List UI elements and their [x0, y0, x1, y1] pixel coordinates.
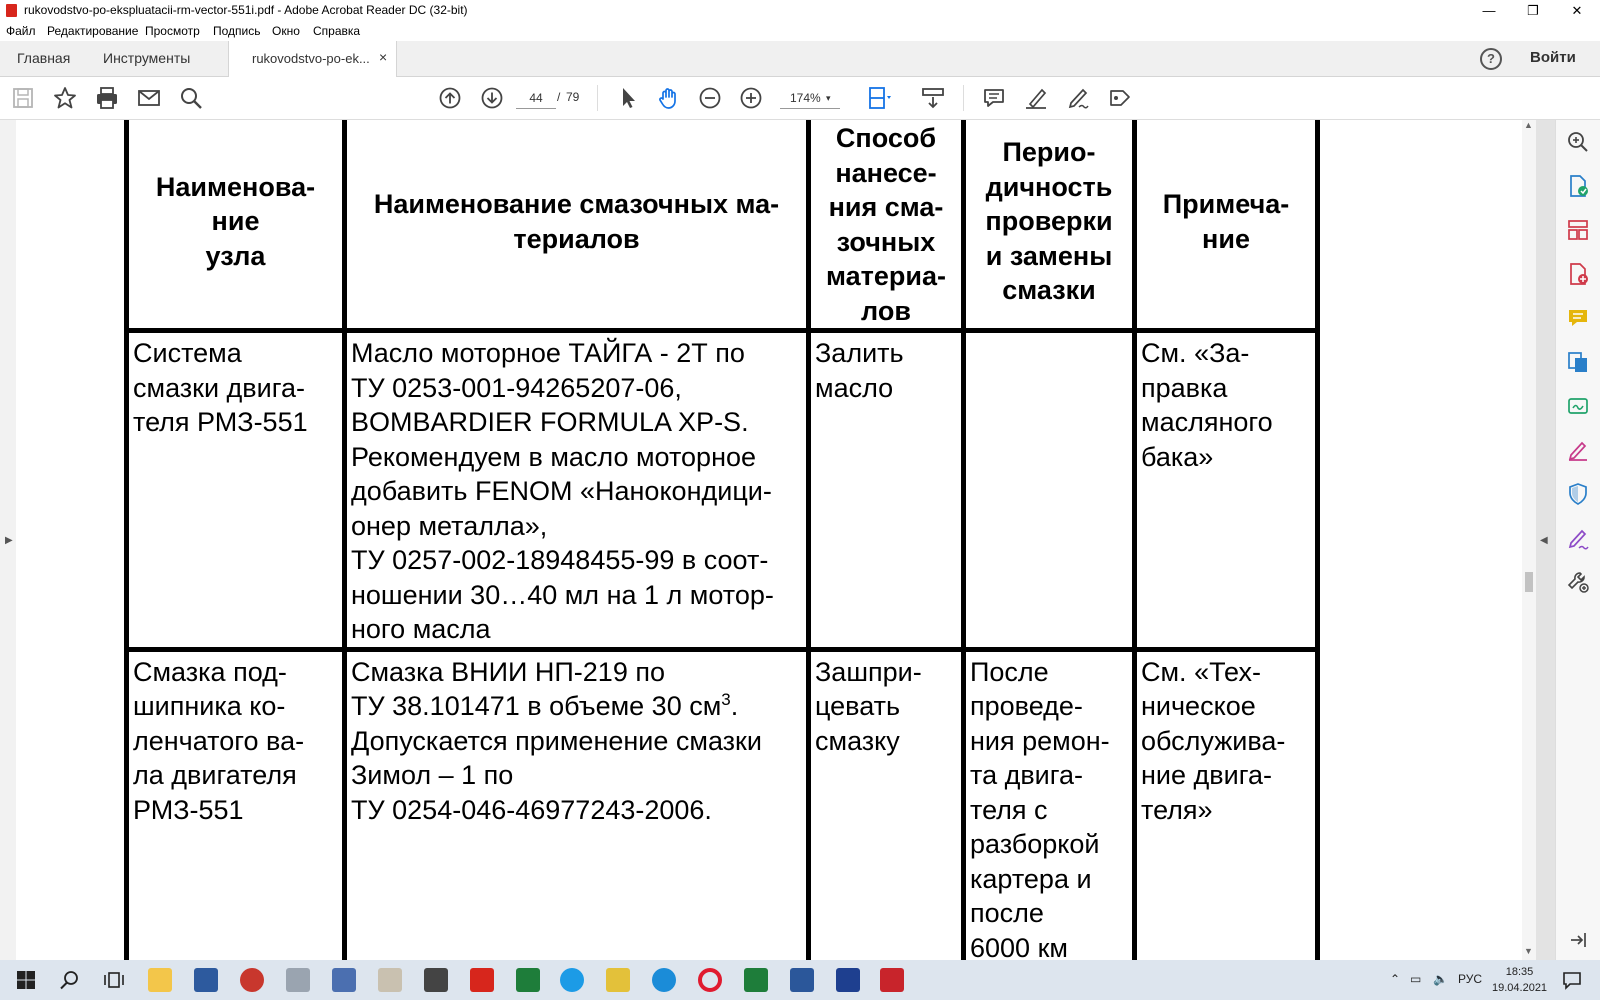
app-icon-4[interactable]	[332, 968, 356, 992]
vertical-scrollbar[interactable]	[1522, 120, 1536, 960]
pdf-page	[16, 120, 1526, 960]
menu-window[interactable]: Окно	[272, 24, 300, 38]
toolbar-divider	[597, 85, 598, 111]
zoom-level-value: 174%	[790, 91, 821, 105]
tab-tools[interactable]: Инструменты	[103, 50, 191, 66]
right-tools-panel	[1555, 120, 1600, 960]
document-viewer[interactable]	[0, 120, 1555, 960]
cell-materials: Масло моторное ТАЙГА - 2Т по ТУ 0253-001-94265207-06, BOMBARDIER FORMULA XP-S. Рекомендуем в масло моторное добавить FENOM «Нанокондици- онер металла», ТУ 0257-002-18948455-99 в соот- ношении 30…40 мл на 1 л мотор- ного масла	[345, 331, 809, 650]
acrobat-pdf-icon	[6, 4, 17, 17]
menu-help[interactable]: Справка	[313, 24, 361, 38]
app-icon-7[interactable]	[606, 968, 630, 992]
edge-browser-icon[interactable]	[652, 968, 676, 992]
previous-page-icon[interactable]	[437, 85, 463, 111]
cell-materials: Смазка ВНИИ НП-219 по ТУ 38.101471 в объеме 30 $см^3$. Допускается применение смазки Зимол – 1 по ТУ 0254-046-46977243-2006.	[345, 649, 809, 960]
language-indicator[interactable]: РУС	[1458, 972, 1483, 986]
bookmark-star-icon[interactable]	[52, 85, 78, 111]
combine-files-icon[interactable]	[1566, 350, 1590, 374]
comment-tool-icon[interactable]	[1566, 306, 1590, 330]
search-icon[interactable]	[178, 85, 204, 111]
header-note: Примеча- ние	[1135, 120, 1318, 331]
zoom-tool-icon[interactable]	[1566, 130, 1590, 154]
expand-left-panel-icon[interactable]: ▶	[5, 535, 13, 546]
acrobat-taskbar-icon[interactable]	[470, 968, 494, 992]
network-icon[interactable]: ▭	[1410, 972, 1422, 986]
task-view-icon[interactable]	[102, 968, 126, 992]
opera-browser-icon[interactable]	[698, 968, 722, 992]
menu-file[interactable]: Файл	[6, 24, 36, 38]
scroll-mode-icon[interactable]	[920, 85, 946, 111]
chevron-down-icon: ▾	[826, 93, 831, 103]
table-row	[127, 331, 1318, 650]
send-for-signature-icon[interactable]	[1566, 394, 1590, 418]
protect-shield-icon[interactable]	[1566, 482, 1590, 506]
header-periodicity: Перио- дичность проверки и замены смазки	[964, 120, 1135, 331]
more-tools-icon[interactable]	[1566, 570, 1590, 594]
cell-period	[964, 331, 1135, 650]
restore-button[interactable]: ❐	[1527, 3, 1539, 18]
header-lubricants: Наименование смазочных ма- териалов	[345, 120, 809, 331]
app-icon-1[interactable]	[194, 968, 218, 992]
email-icon[interactable]	[136, 85, 162, 111]
tab-bar	[0, 41, 1600, 77]
header-unit-name: Наименова- ние узла	[127, 120, 345, 331]
sign-pen-icon[interactable]	[1065, 85, 1091, 111]
tray-chevron-icon[interactable]: ⌃	[1390, 972, 1401, 986]
app-icon-3[interactable]	[286, 968, 310, 992]
page-total: 79	[566, 90, 580, 104]
camera-app-icon[interactable]	[424, 968, 448, 992]
clock-date: 19.04.2021	[1492, 982, 1548, 994]
notifications-icon[interactable]	[1560, 968, 1584, 992]
cell-note: См. «За- правка масляного бака»	[1135, 331, 1318, 650]
cell-method: Залить масло	[809, 331, 964, 650]
app-icon-2[interactable]	[240, 968, 264, 992]
menu-bar	[0, 21, 1600, 41]
tab-document-label: rukovodstvo-po-ek...	[252, 51, 370, 66]
save-icon[interactable]	[10, 85, 36, 111]
scroll-up-icon[interactable]: ▲	[1524, 120, 1533, 130]
cell-method: Зашпри- цевать смазку	[809, 649, 964, 960]
fill-sign-icon[interactable]	[1107, 85, 1133, 111]
header-application-method: Способ нанесе- ния сма- зочных материа- лов	[809, 120, 964, 331]
close-tab-icon[interactable]: ×	[379, 49, 388, 65]
volume-icon[interactable]: 🔈	[1433, 972, 1448, 986]
zoom-level-dropdown[interactable]	[780, 88, 840, 109]
avr-app-icon[interactable]	[880, 968, 904, 992]
cell-note: См. «Тех- ническое обслужива- ние двига- теля»	[1135, 649, 1318, 960]
help-icon[interactable]: ?	[1480, 48, 1502, 70]
next-page-icon[interactable]	[479, 85, 505, 111]
search-icon[interactable]	[58, 968, 82, 992]
certificate-pen-icon[interactable]	[1566, 526, 1590, 550]
menu-sign[interactable]: Подпись	[213, 24, 261, 38]
cell-period: После проведе- ния ремон- та двига- теля с разборкой картера и после 6000 км	[964, 649, 1135, 960]
window-title: rukovodstvo-po-ekspluatacii-rm-vector-551i.pdf - Adobe Acrobat Reader DC (32-bit)	[24, 3, 468, 17]
scrollbar-thumb[interactable]	[1525, 572, 1533, 592]
login-button[interactable]: Войти	[1530, 49, 1576, 66]
lubrication-table	[124, 120, 1320, 960]
windows-taskbar	[0, 960, 1600, 1000]
fill-and-sign-icon[interactable]	[1566, 438, 1590, 462]
word-icon[interactable]	[790, 968, 814, 992]
tab-document[interactable]	[228, 41, 397, 77]
app-icon-6[interactable]	[516, 968, 540, 992]
menu-edit[interactable]: Редактирование	[47, 24, 139, 38]
tab-home[interactable]: Главная	[17, 50, 71, 66]
export-pdf-icon[interactable]	[1566, 174, 1590, 198]
zoom-in-icon[interactable]	[738, 85, 764, 111]
skype-icon[interactable]	[560, 968, 584, 992]
page-fit-icon[interactable]	[866, 85, 892, 111]
cell-unit: Система смазки двига- теля РМЗ-551	[127, 331, 345, 650]
create-pdf-icon[interactable]	[1566, 262, 1590, 286]
clock-time: 18:35	[1505, 966, 1534, 978]
system-clock[interactable]	[1492, 964, 1547, 996]
table-header-row	[127, 120, 1318, 331]
collapse-right-panel-icon[interactable]: ◀	[1540, 535, 1548, 546]
hand-tool-icon[interactable]	[656, 85, 682, 111]
cell-unit: Смазка под- шипника ко- ленчатого ва- ла двигателя РМЗ-551	[127, 649, 345, 960]
scroll-down-icon[interactable]: ▼	[1524, 946, 1533, 956]
windows-start-icon[interactable]	[14, 968, 38, 992]
minimize-button[interactable]: —	[1482, 3, 1496, 18]
organize-pages-icon[interactable]	[1566, 218, 1590, 242]
excel-icon[interactable]	[744, 968, 768, 992]
page-number-input[interactable]: 44	[516, 88, 556, 109]
left-panel-collapsed[interactable]	[0, 120, 16, 960]
zoom-out-icon[interactable]	[697, 85, 723, 111]
collapse-panel-icon[interactable]	[1566, 928, 1590, 952]
menu-view[interactable]: Просмотр	[145, 24, 200, 38]
select-cursor-icon[interactable]	[615, 85, 641, 111]
app-icon-5[interactable]	[378, 968, 402, 992]
comment-icon[interactable]	[981, 85, 1007, 111]
file-explorer-icon[interactable]	[148, 968, 172, 992]
page-separator: /	[557, 90, 561, 104]
close-window-button[interactable]: ✕	[1571, 3, 1583, 18]
table-row	[127, 649, 1318, 960]
title-bar	[0, 0, 1600, 21]
toolbar	[0, 77, 1600, 120]
print-icon[interactable]	[94, 85, 120, 111]
toolbar-divider	[963, 85, 964, 111]
save-floppy-icon[interactable]	[836, 968, 860, 992]
highlight-pen-icon[interactable]	[1023, 85, 1049, 111]
